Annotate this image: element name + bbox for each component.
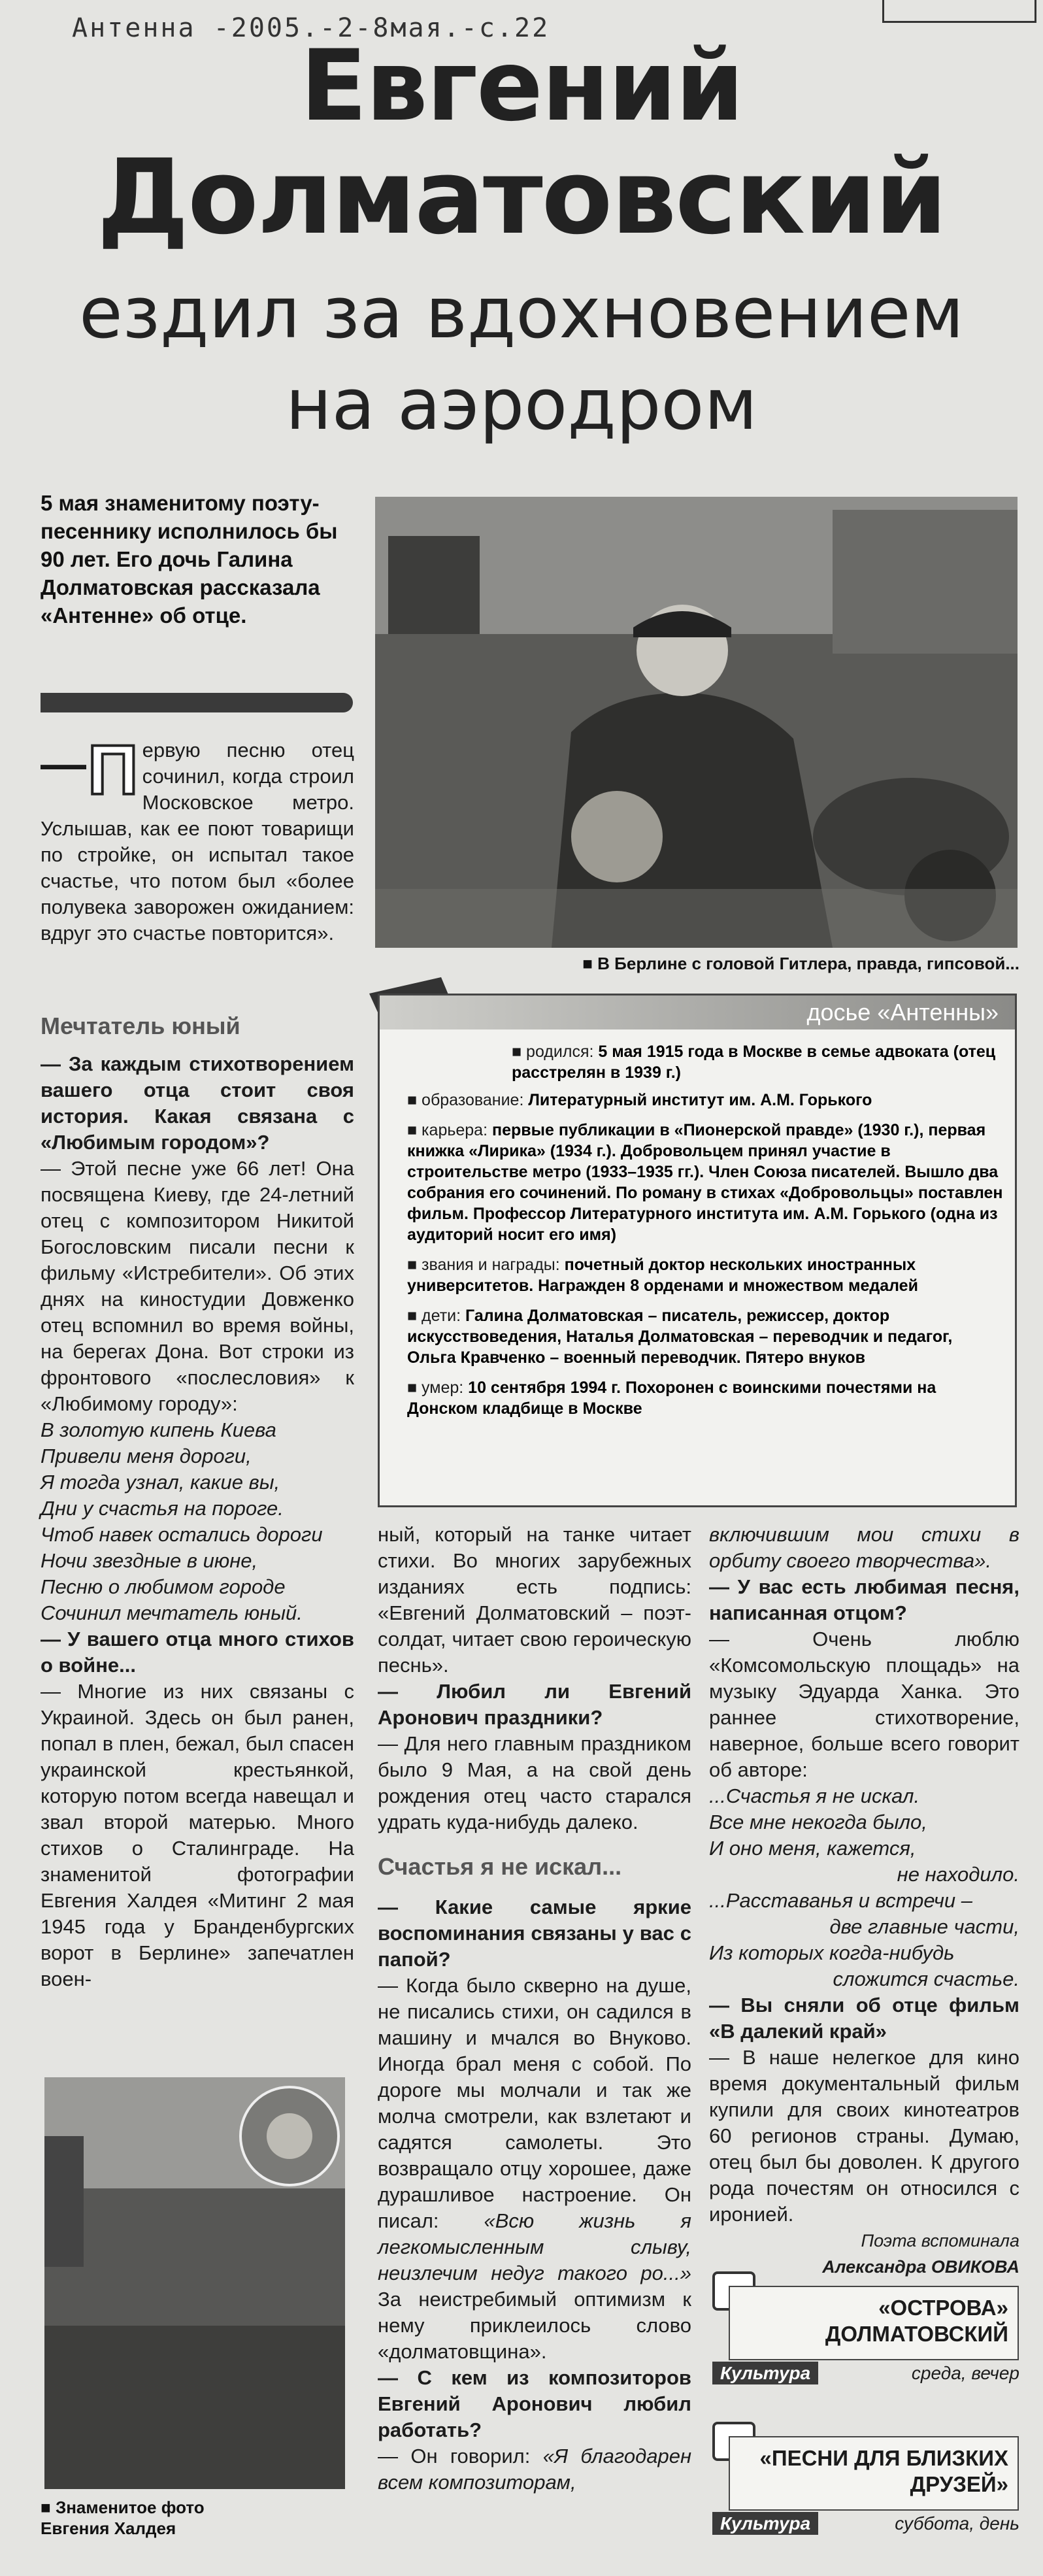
dossier-row: ■ карьера: первые публикации в «Пионерской правде» (1930 г.), первая книжка «Лирика» (1934 г.). Добровольцем принял участие в строительстве метро (1933–1935 гг.). Член Союза писателей. Вышло два собрания его сочинений. По роману в стихах «Добровольцы» поставлен фильм. Профессор Литературного института им. А.М. Горького (одна из аудиторий носит его имя) <box>407 1121 1003 1244</box>
intro-text: — П ервую песню отец сочинил, когда строил Московское метро. Услышав, как ее поют товарищи по стройке, он испытал такое счастье, что потом был «более полувека заворожен ожиданием: вдруг это счастье повторится». <box>41 730 354 945</box>
question: — Любил ли Евгений Аронович праздники? <box>378 1680 691 1729</box>
paragraph: ный, который на танке читает стихи. Во многих зарубежных изданиях есть подпись: «Евгений Долматовский – поэт-солдат, читает свою героическую песнь». <box>378 1523 691 1677</box>
dossier-title-bar <box>380 995 1015 1029</box>
dossier-row: ■ умер: 10 сентября 1994 г. Похоронен с воинскими почестями на Донском кладбище в Москве <box>407 1379 936 1418</box>
dropcap: П <box>88 730 139 809</box>
poem-line: Привели меня дороги, <box>41 1445 252 1467</box>
question: — У вас есть любимая песня, написанная отцом? <box>709 1575 1019 1624</box>
dossier-row: ■ родился: 5 мая 1915 года в Москве в семье адвоката (отец расстрелян в 1939 г.) <box>512 1043 996 1082</box>
corner-box <box>882 0 1036 23</box>
dossier-row: ■ звания и награды: почетный доктор нескольких иностранных университетов. Награжден 8 орденами и множеством медалей <box>407 1256 918 1295</box>
poem-line: сложится счастье. <box>833 1967 1019 1990</box>
tv-channel: Культура <box>712 2512 818 2535</box>
question: — С кем из композиторов Евгений Аронович любил работать? <box>378 2366 691 2441</box>
poem-line: две главные части, <box>829 1915 1019 1938</box>
signature-line2: Александра ОВИКОВА <box>822 2257 1019 2277</box>
answer: — Многие из них связаны с Украиной. Здесь он был ранен, попал в плен, бежал, был спасен украинской крестьянкой, которую потом всегда навещал и звал второй матерью. Много стихов о Сталинграде. На знаменитой фотографии Евгения Халдея «Митинг 2 мая 1945 года у Бранденбургских ворот в Берлине» запечатлен воен- <box>41 1680 355 1990</box>
answer: — Для него главным праздником было 9 Мая, а на свой день рождения отец часто старался удрать куда-нибудь далеко. <box>378 1732 691 1833</box>
intro-dash: — <box>41 738 86 789</box>
subtitle-line2: на аэродром <box>286 364 757 446</box>
poem-line: В золотую кипень Киева <box>41 1418 276 1441</box>
tv-title: «ПЕСНИ ДЛЯ БЛИЗКИХ ДРУЗЕЙ» <box>759 2446 1008 2496</box>
main-photo-caption: ■ В Берлине с головой Гитлера, правда, гипсовой... <box>582 954 1019 973</box>
tv-when: суббота, день <box>895 2513 1019 2534</box>
dossier-row: ■ образование: Литературный институт им. А.М. Горького <box>407 1091 872 1109</box>
subtitle-line1: ездил за вдохновением <box>79 273 964 354</box>
poem-line: не находило. <box>897 1863 1019 1886</box>
poem-line: Чтоб навек остались дороги <box>41 1523 323 1546</box>
left-photo-caption: ■ Знаменитое фото Евгения Халдея <box>41 2498 205 2538</box>
handwritten-note: Антенна -2005.-2-8мая.-с.22 <box>72 13 550 43</box>
signature-line1: Поэта вспоминала <box>861 2231 1019 2250</box>
answer: — Когда было скверно на душе, не писались стихи, он садился в машину и мчался во Внуково. Иногда брал меня с собой. По дороге мы молчали и так же молча смотрели, как взлетают и садятся самолеты. Это возвращало отцу хорошее, даже дурашливое настроение. Он писал: «Всю жизнь я легкомысленным слыву, неизлечим недуг такого ро...» За неистребимый оптимизм к нему приклеилось слово «долматовщина». <box>378 1974 691 2363</box>
tv-title: «ОСТРОВА» ДОЛМАТОВСКИЙ <box>825 2296 1008 2346</box>
answer: — Этой песне уже 66 лет! Она посвящена Киеву, где 24-летний отец с композитором Никитой Богословским писали песни к фильму «Истребители». Об этих днях на киностудии Довженко отец вспомнил во время войны, на берегах Дона. Вот строки из фронтового «послесловия» к «Любимому городу»: <box>41 1157 354 1415</box>
rally-photo-illustration <box>44 2077 345 2489</box>
lead-text: 5 мая знаменитому поэту-песеннику исполнилось бы 90 лет. Его дочь Галина Долматовская рассказала «Антенне» об отце. <box>41 491 338 627</box>
poem-line: Я тогда узнал, какие вы, <box>41 1471 280 1494</box>
column-1 <box>41 1013 354 1992</box>
title-line1: Евгений <box>300 29 743 143</box>
poem-line: Дни у счастья на пороге. <box>41 1497 284 1520</box>
poem-line: ...Счастья я не искал. <box>709 1784 920 1807</box>
poem-line: Сочинил мечтатель юный. <box>41 1601 303 1624</box>
quote-end: включившим мои стихи в орбиту своего творчества». <box>709 1523 1019 1572</box>
question: — Какие самые яркие воспоминания связаны у вас с папой? <box>378 1896 691 1971</box>
tv-box-1 <box>712 2271 1019 2399</box>
poem-line: Все мне некогда было, <box>709 1811 927 1833</box>
column-3 <box>709 1522 1019 2280</box>
caption-square-icon: ■ <box>582 954 598 973</box>
poem-line: ...Расставанья и встречи – <box>709 1889 972 1912</box>
poem-line: Песню о любимом городе <box>41 1575 286 1598</box>
poem-line: Из которых когда-нибудь <box>709 1941 955 1964</box>
poem-line: И оно меня, кажется, <box>709 1837 916 1860</box>
answer: — Очень люблю «Комсомольскую площадь» на музыку Эдуарда Ханка. Это раннее стихотворение, наверное, больше всего говорит об авторе: <box>709 1628 1019 1781</box>
lead-divider <box>41 693 353 712</box>
column-2 <box>378 1522 691 2496</box>
question: — За каждым стихотворением вашего отца стоит своя история. Какая связана с «Любимым городом»? <box>41 1052 354 1154</box>
dossier-title: досье «Антенны» <box>806 999 999 1026</box>
tv-box-2 <box>712 2422 1019 2549</box>
caption-square-icon: ■ <box>41 2498 56 2517</box>
dossier-row: ■ дети: Галина Долматовская – писатель, режиссер, доктор искусствоведения, Наталья Долматовская – переводчик и педагог, Ольга Кравченко – военный переводчик. Пятеро внуков <box>407 1307 953 1367</box>
tv-when: среда, вечер <box>911 2363 1019 2383</box>
main-photo <box>375 497 1018 948</box>
tv-channel: Культура <box>712 2362 818 2384</box>
soldier-photo-illustration <box>375 497 1018 948</box>
left-photo <box>44 2077 345 2489</box>
section-heading-dreamer: Мечтатель юный <box>41 1012 240 1039</box>
question: — У вашего отца много стихов о войне... <box>41 1628 354 1677</box>
section-heading-happiness: Счастья я не искал... <box>378 1853 622 1880</box>
question: — Вы сняли об отце фильм «В далекий край» <box>709 1994 1019 2043</box>
answer: — В наше нелегкое для кино время документальный фильм купили для своих кинотеатров 60 регионов страны. Думаю, отец был бы доволен. К другого рода почестям он относился с иронией. <box>709 2046 1019 2226</box>
answer: — Он говорил: «Я благодарен всем композиторам, <box>378 2445 691 2494</box>
dossier-box <box>378 994 1017 1507</box>
title-line2: Долматовский <box>97 137 946 258</box>
poem-line: Ночи звездные в июне, <box>41 1549 258 1572</box>
